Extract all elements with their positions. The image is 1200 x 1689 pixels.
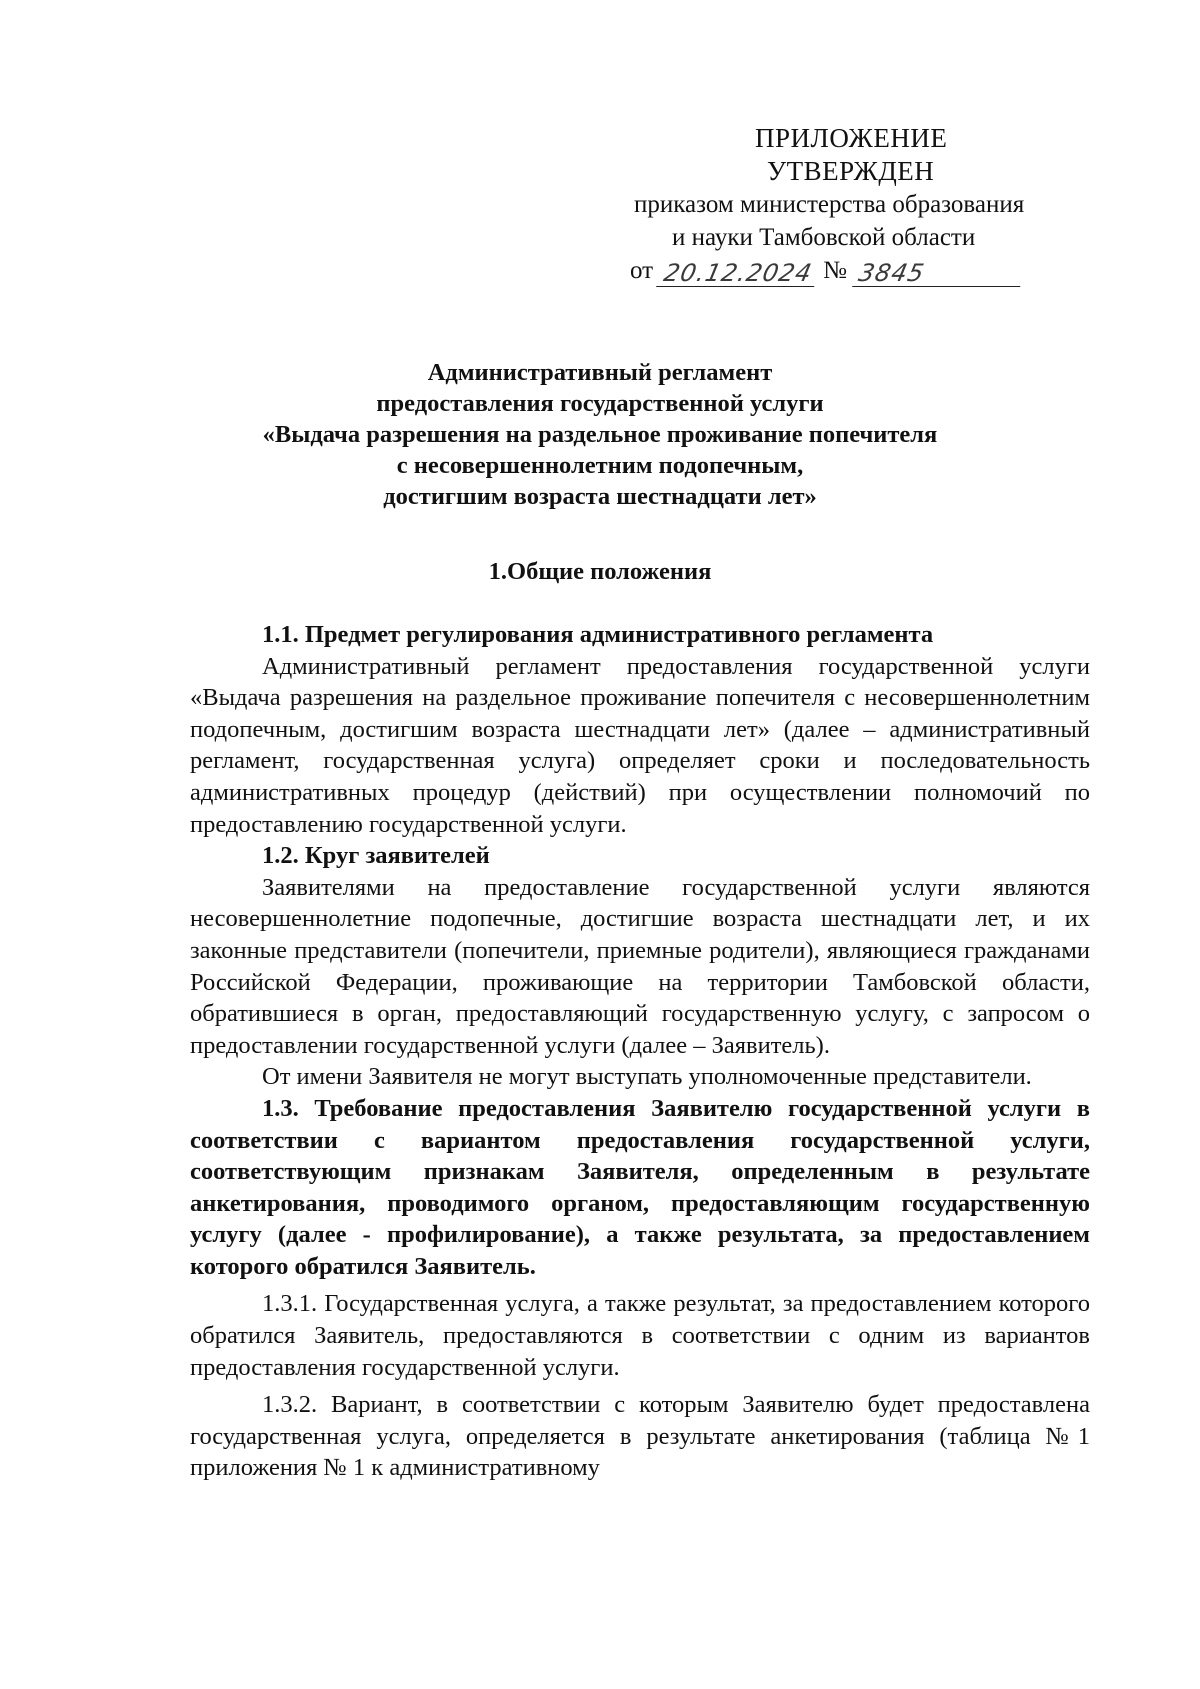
approval-block xyxy=(630,122,1085,287)
title-line-3: «Выдача разрешения на раздельное проживание попечителя xyxy=(262,421,938,448)
order-line-2: и науки Тамбовской области xyxy=(672,224,976,251)
title-line-4: с несовершеннолетним подопечным, xyxy=(396,452,804,479)
date-prefix: от xyxy=(630,257,654,284)
title-line-1: Административный регламент xyxy=(427,359,773,386)
number-prefix: № xyxy=(823,257,847,284)
subsection-1-1-text: Административный регламент предоставления государственной услуги «Выдача разрешения на раздельное проживание попечителя с несовершеннолетним подопечным, достигшим возраста шестнадцати лет» (далее – административный регламент, государственная услуга) определяет сроки и последовательность административных процедур (действий) при осуществлении полномочий по предоставлению государственной услуги. xyxy=(190,652,1090,838)
approved-label: УТВЕРЖДЕН xyxy=(767,156,935,186)
section-heading: 1.Общие положения xyxy=(488,558,712,585)
appendix-label: ПРИЛОЖЕНИЕ xyxy=(755,123,948,153)
subsection-1-3-2-text: 1.3.2. Вариант, в соответствии с которым Заявителю будет предоставлена государственная услуга, определяется в результате анкетирования (таблица №1 приложения № 1 к административному xyxy=(190,1391,1090,1482)
subsection-1-1-heading: 1.1. Предмет регулирования административного регламента xyxy=(262,621,934,648)
handwritten-number: 3845 xyxy=(852,260,1026,287)
document-body xyxy=(190,619,1090,1484)
handwritten-date: 20.12.2024 xyxy=(656,260,820,287)
subsection-1-3-heading: 1.3. Требование предоставления Заявителю государственной услуги в соответствии с вариантом предоставления государственной услуги, соответствующим признакам Заявителя, определенным в результате анкетирования, проводимого органом, предоставляющим государственную услугу (далее - профилирование), а также результата, за предоставлением которого обратился Заявитель. xyxy=(190,1094,1090,1280)
document-title xyxy=(200,357,1000,512)
order-date-line xyxy=(630,254,1085,287)
subsection-1-2-text-2: От имени Заявителя не могут выступать уполномоченные представители. xyxy=(262,1063,1032,1091)
subsection-1-3-1-text: 1.3.1. Государственная услуга, а также результат, за предоставлением которого обратился Заявитель, предоставляются в соответствии с одним из вариантов предоставления государственной услуги. xyxy=(190,1290,1090,1381)
title-line-2: предоставления государственной услуги xyxy=(376,390,824,417)
subsection-1-2-text: Заявителями на предоставление государственной услуги являются несовершеннолетние подопечные, достигшие возраста шестнадцати лет, и их законные представители (попечители, приемные родители), являющиеся гражданами Российской Федерации, проживающие на территории Тамбовской области, обратившиеся в орган, предоставляющий государственную услугу, с запросом о предоставлении государственной услуги (далее – Заявитель). xyxy=(190,873,1090,1059)
title-line-5: достигшим возраста шестнадцати лет» xyxy=(383,483,817,510)
order-line-1: приказом министерства образования xyxy=(634,191,1025,218)
subsection-1-2-heading: 1.2. Круг заявителей xyxy=(262,842,490,870)
